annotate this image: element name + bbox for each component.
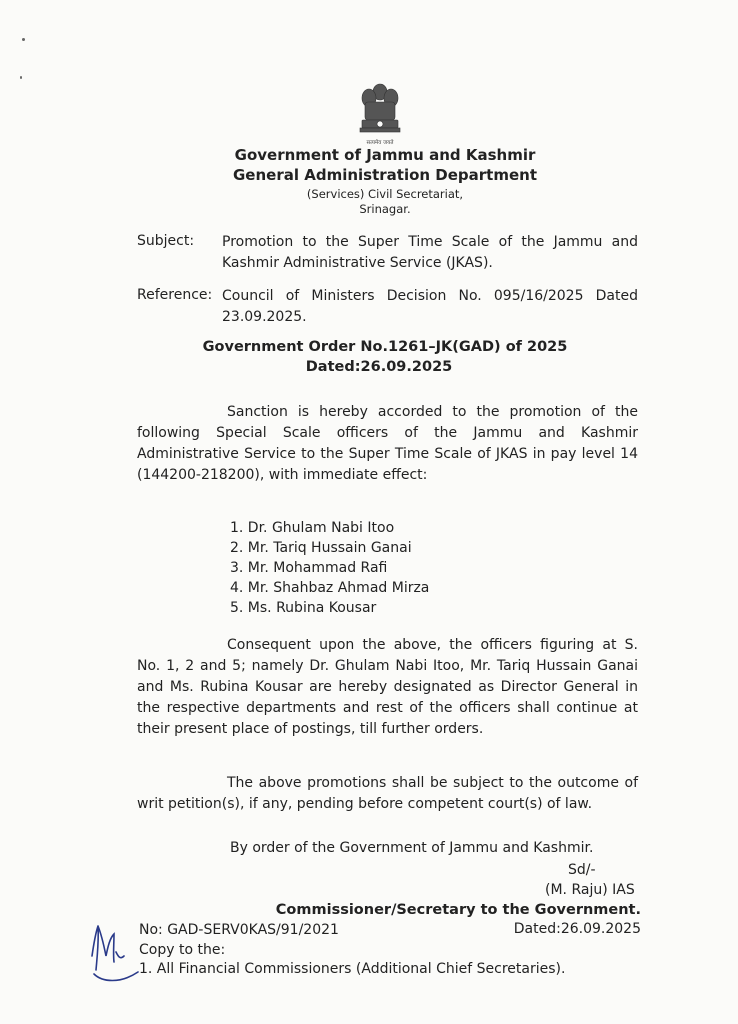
emblem-motto: सत्यमेव जयते: [366, 140, 394, 146]
government-heading: Government of Jammu and Kashmir: [234, 146, 536, 164]
list-item: 2. Mr. Tariq Hussain Ganai: [230, 540, 412, 556]
sanction-paragraph: [137, 402, 638, 486]
paragraph-line: the respective departments and rest of the officers shall continue at: [137, 700, 638, 716]
paragraph-line: No. 1, 2 and 5; namely Dr. Ghulam Nabi Itoo, Mr. Tariq Hussain Ganai: [137, 658, 638, 674]
office-address: (Services) Civil Secretariat,: [306, 187, 464, 201]
signed-mark: Sd/-: [568, 862, 596, 878]
office-city: Srinagar.: [359, 202, 411, 216]
subject-label: Subject:: [137, 233, 195, 249]
subject-line: Kashmir Administrative Service (JKAS).: [222, 255, 493, 271]
order-date: Dated:26.09.2025: [305, 359, 453, 375]
scan-speck: [22, 38, 25, 41]
paragraph-line: (144200-218200), with immediate effect:: [137, 467, 428, 483]
copy-to-heading: Copy to the:: [139, 942, 226, 958]
copy-item: 1. All Financial Commissioners (Additional Chief Secretaries).: [139, 961, 566, 977]
reference-line: 23.09.2025.: [222, 309, 307, 325]
paragraph-line: Sanction is hereby accorded to the promotion of the: [227, 404, 638, 420]
officers-list: [230, 518, 429, 618]
paragraph-line: Administrative Service to the Super Time Scale of JKAS in pay level 14: [137, 446, 638, 462]
list-item: 3. Mr. Mohammad Rafi: [230, 560, 388, 576]
reference-label: Reference:: [137, 287, 213, 303]
reference-number: No: GAD-SERV0KAS/91/2021: [139, 922, 339, 938]
promotions-paragraph: [137, 773, 638, 815]
state-emblem-icon: [352, 78, 408, 150]
by-order-line: By order of the Government of Jammu and Kashmir.: [230, 840, 594, 856]
paragraph-line: writ petition(s), if any, pending before competent court(s) of law.: [137, 796, 593, 812]
signatory-name: (M. Raju) IAS: [545, 882, 635, 898]
reference-text: [222, 286, 638, 328]
list-item: 4. Mr. Shahbaz Ahmad Mirza: [230, 580, 430, 596]
footer-date: Dated:26.09.2025: [513, 921, 641, 937]
list-item: 1. Dr. Ghulam Nabi Itoo: [230, 520, 395, 536]
order-title: Government Order No.1261–JK(GAD) of 2025: [202, 339, 568, 355]
paragraph-line: and Ms. Rubina Kousar are hereby designated as Director General in: [137, 679, 638, 695]
subject-line: Promotion to the Super Time Scale of the Jammu and: [222, 234, 638, 250]
consequent-paragraph: [137, 635, 638, 740]
paragraph-line: their present place of postings, till further orders.: [137, 721, 484, 737]
paragraph-line: Consequent upon the above, the officers figuring at S.: [227, 637, 638, 653]
signatory-designation: Commissioner/Secretary to the Government.: [275, 902, 641, 918]
handwritten-initials-icon: [80, 912, 140, 990]
list-item: 5. Ms. Rubina Kousar: [230, 600, 377, 616]
paragraph-line: following Special Scale officers of the Jammu and Kashmir: [137, 425, 638, 441]
subject-text: [222, 232, 638, 274]
scan-speck: [20, 76, 22, 79]
paragraph-line: The above promotions shall be subject to the outcome of: [227, 775, 638, 791]
reference-line: Council of Ministers Decision No. 095/16/2025 Dated: [222, 288, 638, 304]
department-heading: General Administration Department: [233, 166, 537, 184]
